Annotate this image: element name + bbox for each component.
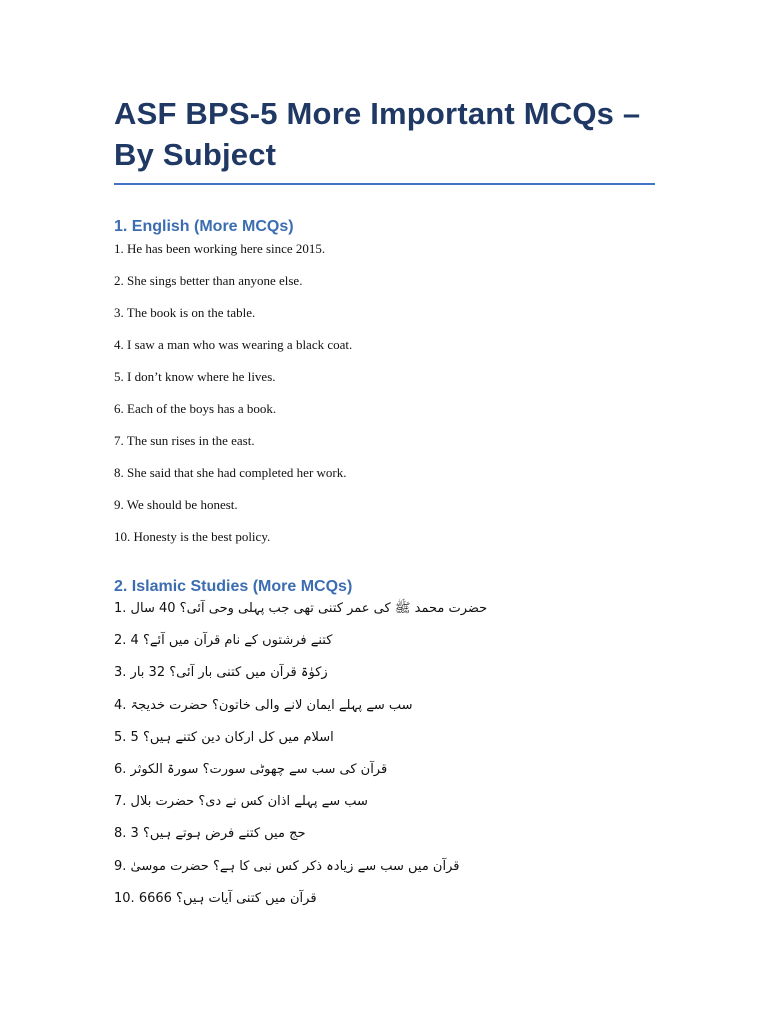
- list-item: [114, 729, 656, 761]
- list-item: 5. I don’t know where he lives.: [114, 369, 276, 384]
- list-item: [114, 761, 656, 793]
- item-number: 1.: [114, 601, 127, 616]
- item-text: قرآن میں سب سے زیادہ ذکر کس نبی کا ہے؟ حضرت موسیٰ: [130, 858, 460, 874]
- document-title: ASF BPS-5 More Important MCQs – By Subject: [114, 96, 641, 172]
- list-item: [114, 793, 656, 825]
- item-text: حضرت محمد ﷺ کی عمر کتنی تھی جب پہلی وحی آئی؟ 40 سال: [130, 601, 488, 616]
- list-item: [114, 825, 656, 857]
- item-text: زکوٰۃ قرآن میں کتنی بار آئی؟ 32 بار: [130, 665, 328, 681]
- list-item: 3. The book is on the table.: [114, 305, 256, 320]
- item-number: 5.: [114, 729, 127, 745]
- list-item: [114, 664, 656, 696]
- list-item: [114, 632, 656, 664]
- list-item: [114, 697, 656, 729]
- section-english: [114, 216, 656, 560]
- item-text: قرآن کی سب سے چھوٹی سورت؟ سورۃ الکوثر: [130, 761, 388, 777]
- item-text: سب سے پہلے ایمان لانے والی خاتون؟ حضرت خدیجۃ: [130, 697, 413, 713]
- list-item: 8. She said that she had completed her work.: [114, 465, 347, 480]
- list-item: 1. He has been working here since 2015.: [114, 241, 326, 256]
- item-text: اسلام میں کل ارکان دین کتنے ہیں؟ 5: [130, 729, 334, 745]
- english-mcq-list: [114, 240, 656, 560]
- item-number: 9.: [114, 858, 127, 874]
- item-number: 10.: [114, 890, 135, 906]
- item-text: حج میں کتنے فرض ہوتے ہیں؟ 3: [130, 826, 306, 842]
- item-text: قرآن میں کتنی آیات ہیں؟ 6666: [138, 890, 317, 906]
- item-number: 6.: [114, 761, 127, 777]
- item-number: 4.: [114, 697, 127, 713]
- item-text: سب سے پہلے اذان کس نے دی؟ حضرت بلال: [130, 794, 368, 810]
- item-number: 8.: [114, 826, 127, 842]
- list-item: 7. The sun rises in the east.: [114, 433, 255, 448]
- item-number: 7.: [114, 794, 127, 810]
- list-item: [114, 890, 656, 922]
- list-item: 4. I saw a man who was wearing a black coat.: [114, 337, 353, 352]
- title-underline: [114, 183, 655, 185]
- list-item: 10. Honesty is the best policy.: [114, 529, 271, 544]
- item-text: کتنے فرشتوں کے نام قرآن میں آئے؟ 4: [130, 633, 333, 649]
- list-item: 6. Each of the boys has a book.: [114, 401, 277, 416]
- list-item: [114, 600, 656, 632]
- list-item: 9. We should be honest.: [114, 497, 238, 512]
- section-islamic-studies: [114, 576, 656, 922]
- item-number: 2.: [114, 633, 127, 649]
- item-number: 3.: [114, 665, 127, 681]
- list-item: 2. She sings better than anyone else.: [114, 273, 303, 288]
- section-heading-islamic-studies: 2. Islamic Studies (More MCQs): [114, 578, 353, 595]
- list-item: [114, 858, 656, 890]
- islamic-studies-mcq-list: [114, 600, 656, 922]
- section-heading-english: 1. English (More MCQs): [114, 218, 294, 235]
